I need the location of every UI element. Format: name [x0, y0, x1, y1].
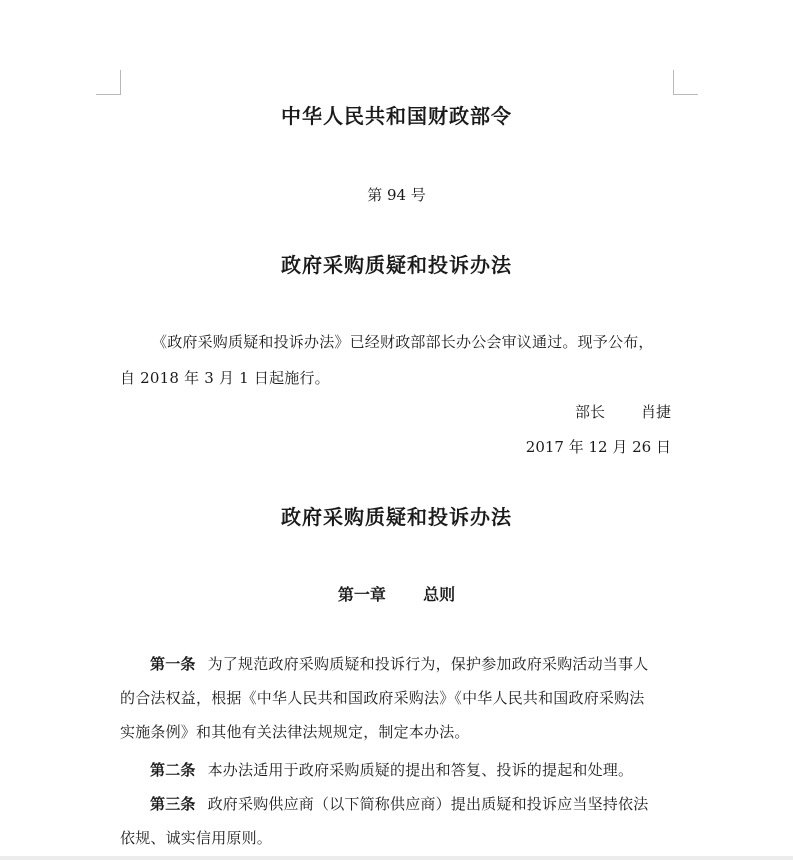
preamble-line-2: 自 2018 年 3 月 1 日起施行。: [120, 369, 330, 387]
article-3-number: 第三条: [150, 795, 196, 813]
crop-mark-top-left: [96, 70, 121, 95]
chapter-name: 总则: [423, 585, 456, 604]
preamble-line-1: 《政府采购质疑和投诉办法》已经财政部部长办公会审议通过。现予公布，: [152, 333, 654, 351]
article-2-text-1: 本办法适用于政府采购质疑的提出和答复、投诉的提起和处理。: [207, 761, 634, 779]
law-title-repeat: 政府采购质疑和投诉办法: [281, 505, 512, 529]
order-title: 中华人民共和国财政部令: [281, 104, 512, 128]
article-1-number: 第一条: [150, 655, 196, 673]
article-3-text-1: 政府采购供应商（以下简称供应商）提出质疑和投诉应当坚持依法: [207, 795, 649, 813]
article-2-line-1: [150, 759, 633, 780]
signature-line: [575, 401, 671, 422]
order-number: 第 94 号: [367, 186, 426, 204]
article-1-line-2: 的合法权益，根据《中华人民共和国政府采购法》《中华人民共和国政府采购法: [120, 689, 645, 707]
chapter-heading: [0, 582, 793, 605]
article-3-line-2: 依规、诚实信用原则。: [120, 829, 273, 847]
law-title: 政府采购质疑和投诉办法: [281, 253, 512, 277]
chapter-number: 第一章: [337, 585, 386, 604]
page-bottom-edge: [0, 856, 793, 860]
article-3-line-1: [150, 793, 648, 814]
crop-mark-top-right: [673, 70, 698, 95]
article-1-line-3: 实施条例》和其他有关法律法规规定，制定本办法。: [120, 723, 470, 741]
article-1-line-1: [150, 653, 648, 674]
article-1-text-1: 为了规范政府采购质疑和投诉行为，保护参加政府采购活动当事人: [207, 655, 649, 673]
signature-date: 2017 年 12 月 26 日: [525, 438, 671, 456]
signature-name: 肖捷: [640, 403, 671, 421]
signature-title: 部长: [574, 403, 605, 421]
article-2-number: 第二条: [150, 761, 196, 779]
